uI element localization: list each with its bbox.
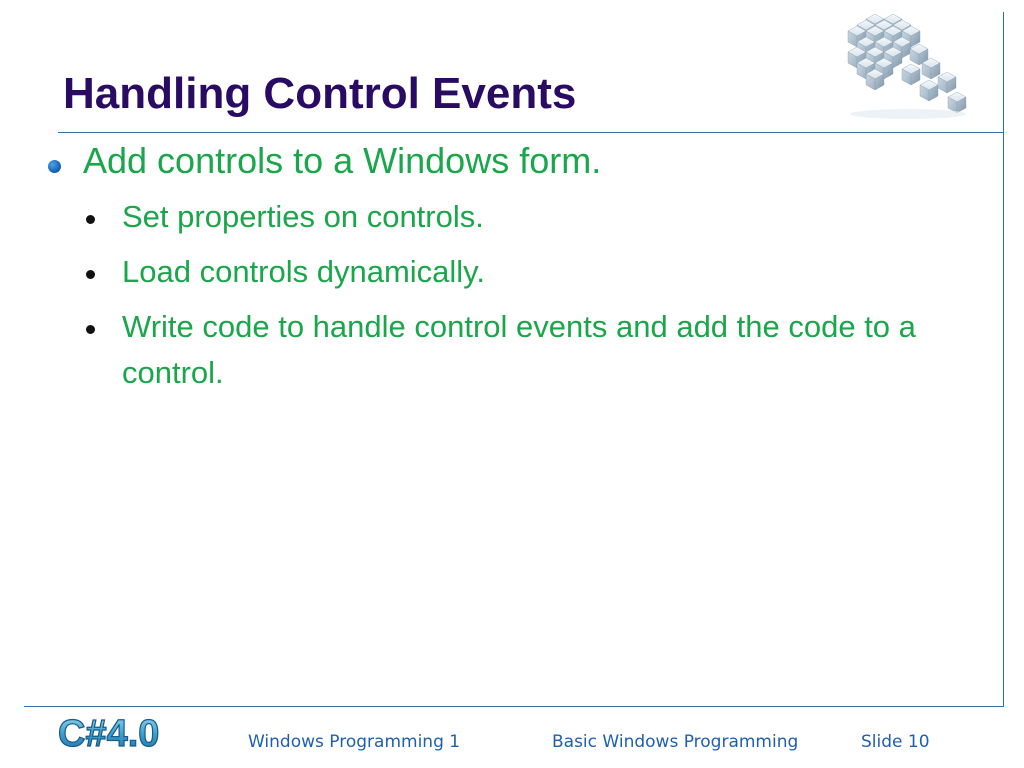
black-dot-icon (86, 270, 95, 279)
sub-bullet-text: Write code to handle control events and add the code to a control. (122, 309, 916, 390)
blue-dot-icon (48, 160, 61, 173)
sub-bullet (86, 255, 485, 295)
sub-bullet-text: Set properties on controls. (122, 199, 484, 234)
black-dot-icon (86, 215, 95, 224)
csharp-logo-text: C#4.0 (58, 713, 160, 755)
black-dot-icon (86, 325, 95, 334)
footer-slide-number: Slide 10 (861, 732, 930, 752)
sub-bullet-text: Load controls dynamically. (122, 254, 485, 289)
sub-bullet (86, 310, 1006, 396)
csharp-logo (56, 712, 168, 762)
sub-bullet (86, 200, 484, 240)
footer-course: Windows Programming 1 (248, 732, 461, 752)
footer-topic: Basic Windows Programming (552, 732, 799, 752)
slide-title: Handling Control Events (63, 69, 577, 118)
bullet-main (48, 138, 601, 185)
bullet-main-text: Add controls to a Windows form. (83, 140, 602, 181)
